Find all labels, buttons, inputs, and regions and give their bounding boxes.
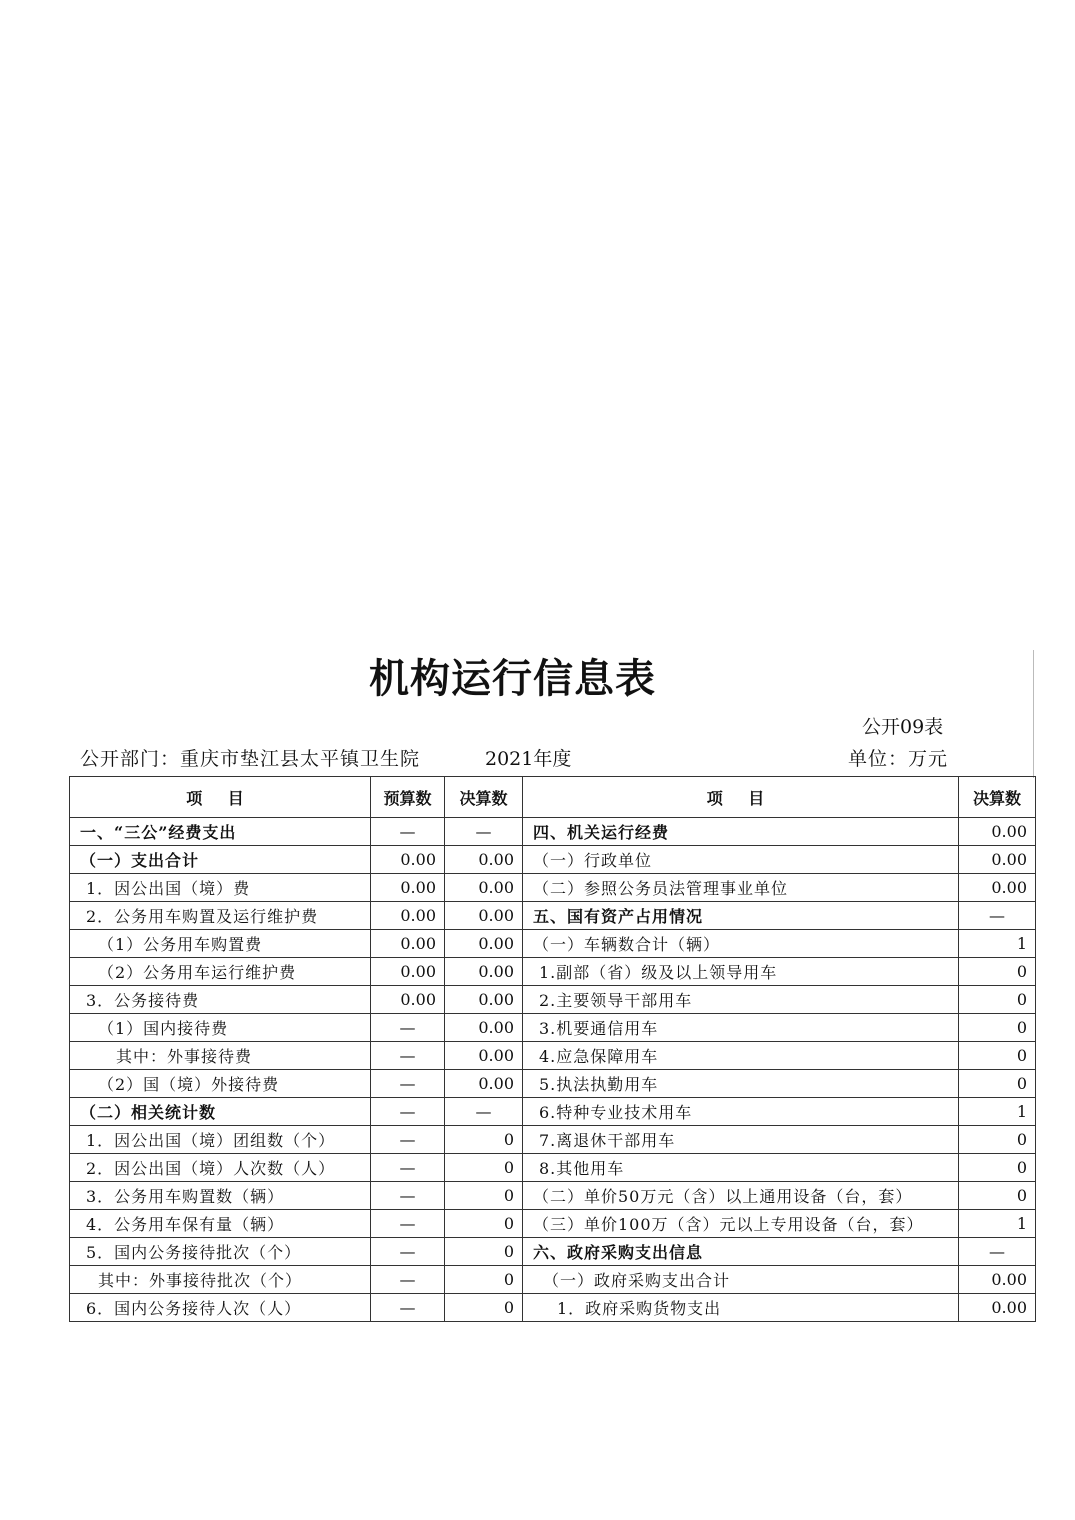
department-label: 公开部门：重庆市垫江县太平镇卫生院	[80, 748, 421, 770]
table-row	[70, 930, 1036, 958]
row-budget-value: —	[371, 1098, 445, 1126]
table-row	[70, 958, 1036, 986]
row-final-value-right: —	[959, 1238, 1036, 1266]
row-item-label-right: （二）单价50万元（含）以上通用设备（台，套）	[523, 1182, 959, 1210]
header-final: 决算数	[445, 777, 523, 818]
row-budget-value: 0.00	[371, 958, 445, 986]
row-item-label: 6．国内公务接待人次（人）	[70, 1294, 371, 1322]
row-budget-value: —	[371, 1070, 445, 1098]
row-item-label-right: （一）车辆数合计（辆）	[523, 930, 959, 958]
row-item-label-right: 4.应急保障用车	[523, 1042, 959, 1070]
row-budget-value: —	[371, 1042, 445, 1070]
table-row	[70, 902, 1036, 930]
table-row	[70, 1210, 1036, 1238]
table-row	[70, 1182, 1036, 1210]
row-final-value: 0.00	[445, 902, 523, 930]
row-item-label: 2．公务用车购置及运行维护费	[70, 902, 371, 930]
fiscal-year: 2021年度	[485, 748, 572, 770]
row-final-value: 0.00	[445, 874, 523, 902]
table-row	[70, 1070, 1036, 1098]
row-final-value-right: 0	[959, 1070, 1036, 1098]
row-final-value-right: 0.00	[959, 818, 1036, 846]
page-right-rule	[1033, 650, 1034, 778]
table-row	[70, 1266, 1036, 1294]
row-final-value: 0	[445, 1126, 523, 1154]
table-row	[70, 986, 1036, 1014]
table-row	[70, 1238, 1036, 1266]
row-item-label-right: 5.执法执勤用车	[523, 1070, 959, 1098]
header-final-right: 决算数	[959, 777, 1036, 818]
row-budget-value: —	[371, 1154, 445, 1182]
row-item-label-right: 2.主要领导干部用车	[523, 986, 959, 1014]
row-item-label-right: （三）单价100万（含）元以上专用设备（台，套）	[523, 1210, 959, 1238]
form-number: 公开09表	[862, 716, 944, 738]
row-budget-value: 0.00	[371, 846, 445, 874]
row-budget-value: 0.00	[371, 874, 445, 902]
row-budget-value: —	[371, 1210, 445, 1238]
row-item-label: （2）国（境）外接待费	[70, 1070, 371, 1098]
row-final-value: 0	[445, 1266, 523, 1294]
row-item-label: 4．公务用车保有量（辆）	[70, 1210, 371, 1238]
row-final-value-right: 0	[959, 986, 1036, 1014]
row-item-label-right: 7.离退休干部用车	[523, 1126, 959, 1154]
row-item-label-right: （一）行政单位	[523, 846, 959, 874]
row-final-value-right: 0	[959, 1042, 1036, 1070]
row-item-label-right: （二）参照公务员法管理事业单位	[523, 874, 959, 902]
row-final-value: 0.00	[445, 986, 523, 1014]
row-final-value: 0	[445, 1238, 523, 1266]
row-budget-value: —	[371, 1182, 445, 1210]
row-budget-value: —	[371, 1126, 445, 1154]
row-item-label-right: 1．政府采购货物支出	[523, 1294, 959, 1322]
row-final-value: 0.00	[445, 1042, 523, 1070]
header-item: 项 目	[70, 777, 371, 818]
row-final-value: 0.00	[445, 930, 523, 958]
row-final-value: 0	[445, 1182, 523, 1210]
row-final-value-right: 1	[959, 930, 1036, 958]
row-budget-value: —	[371, 1294, 445, 1322]
row-budget-value: —	[371, 1238, 445, 1266]
row-item-label: （一）支出合计	[70, 846, 371, 874]
table-header-row	[70, 777, 1036, 818]
page-title: 机构运行信息表	[369, 655, 656, 702]
table-row	[70, 1126, 1036, 1154]
table-row	[70, 1014, 1036, 1042]
row-final-value: 0	[445, 1210, 523, 1238]
row-item-label: 其中：外事接待费	[70, 1042, 371, 1070]
row-final-value: —	[445, 818, 523, 846]
row-final-value: 0.00	[445, 958, 523, 986]
row-item-label: 2．因公出国（境）人次数（人）	[70, 1154, 371, 1182]
row-item-label-right: 6.特种专业技术用车	[523, 1098, 959, 1126]
row-item-label: （2）公务用车运行维护费	[70, 958, 371, 986]
row-final-value: —	[445, 1098, 523, 1126]
table-row	[70, 1042, 1036, 1070]
table-row	[70, 818, 1036, 846]
row-budget-value: 0.00	[371, 902, 445, 930]
row-final-value-right: 1	[959, 1210, 1036, 1238]
row-final-value-right: 0	[959, 1126, 1036, 1154]
table-body	[70, 818, 1036, 1322]
table-row	[70, 1098, 1036, 1126]
row-item-label-right: 五、国有资产占用情况	[523, 902, 959, 930]
row-item-label: 1．因公出国（境）费	[70, 874, 371, 902]
row-item-label: （1）国内接待费	[70, 1014, 371, 1042]
row-final-value: 0.00	[445, 1014, 523, 1042]
row-item-label: 3．公务接待费	[70, 986, 371, 1014]
table-row	[70, 1154, 1036, 1182]
row-budget-value: 0.00	[371, 986, 445, 1014]
row-final-value-right: 0.00	[959, 846, 1036, 874]
row-final-value-right: 0	[959, 1014, 1036, 1042]
row-item-label: 3．公务用车购置数（辆）	[70, 1182, 371, 1210]
row-item-label: 一、“三公”经费支出	[70, 818, 371, 846]
row-final-value-right: 0.00	[959, 1294, 1036, 1322]
row-item-label-right: 3.机要通信用车	[523, 1014, 959, 1042]
info-table	[69, 776, 1036, 1322]
row-item-label-right: 六、政府采购支出信息	[523, 1238, 959, 1266]
row-budget-value: —	[371, 1266, 445, 1294]
table-row	[70, 1294, 1036, 1322]
row-final-value: 0.00	[445, 846, 523, 874]
row-item-label-right: 1.副部（省）级及以上领导用车	[523, 958, 959, 986]
row-final-value-right: 0	[959, 958, 1036, 986]
row-item-label-right: （一）政府采购支出合计	[523, 1266, 959, 1294]
row-final-value: 0	[445, 1154, 523, 1182]
row-item-label: 其中：外事接待批次（个）	[70, 1266, 371, 1294]
row-budget-value: 0.00	[371, 930, 445, 958]
row-budget-value: —	[371, 818, 445, 846]
row-final-value-right: 1	[959, 1098, 1036, 1126]
unit-label: 单位：万元	[848, 748, 949, 770]
row-item-label-right: 四、机关运行经费	[523, 818, 959, 846]
row-item-label: 5．国内公务接待批次（个）	[70, 1238, 371, 1266]
row-item-label: （二）相关统计数	[70, 1098, 371, 1126]
row-final-value: 0.00	[445, 1070, 523, 1098]
row-item-label-right: 8.其他用车	[523, 1154, 959, 1182]
row-item-label: （1）公务用车购置费	[70, 930, 371, 958]
table-row	[70, 874, 1036, 902]
row-final-value-right: 0.00	[959, 874, 1036, 902]
table-row	[70, 846, 1036, 874]
row-final-value: 0	[445, 1294, 523, 1322]
row-final-value-right: 0	[959, 1154, 1036, 1182]
row-budget-value: —	[371, 1014, 445, 1042]
row-final-value-right: 0.00	[959, 1266, 1036, 1294]
header-item-right: 项 目	[523, 777, 959, 818]
row-item-label: 1．因公出国（境）团组数（个）	[70, 1126, 371, 1154]
row-final-value-right: —	[959, 902, 1036, 930]
header-budget: 预算数	[371, 777, 445, 818]
row-final-value-right: 0	[959, 1182, 1036, 1210]
